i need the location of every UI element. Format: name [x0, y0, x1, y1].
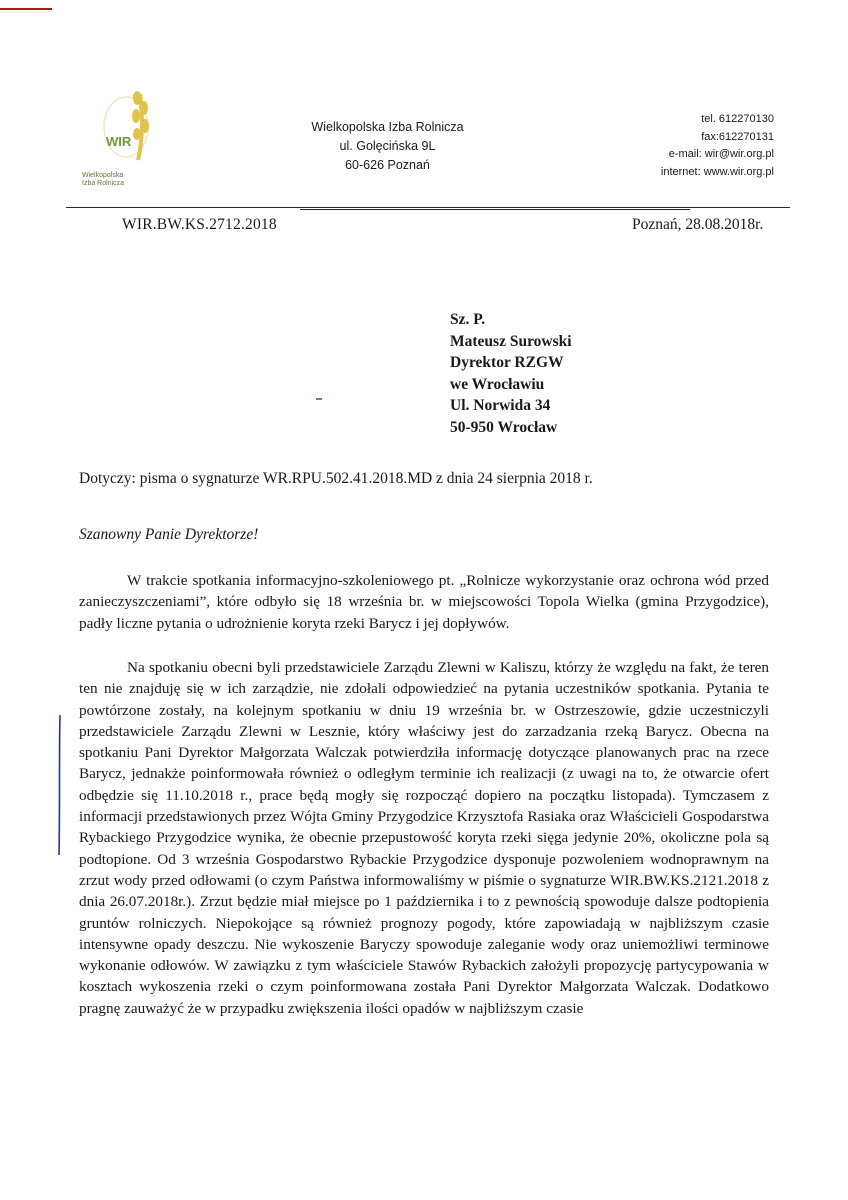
body-paragraph-2: Na spotkaniu obecni byli przedstawiciele Zarządu Zlewni w Kaliszu, którzy że względu na fakt, że teren ten nie znajduję się w ich zarządzie, nie zdołali odpowiedzieć na pytania uczestników spotkania. Pytania te powtórzone zostały, na kolejnym spotkaniu w dniu 19 września br. w Ostrzeszowie, gdzie uczestniczyli przedstawiciele Zarządu Zlewni w Lesznie, który właściwy jest do zarzadzania rzeką Barycz. Obecna na spotkaniu Pani Dyrektor Małgorzata Walczak potwierdziła informację dotyczące planowanych prac na rzece Barycz, jednakże poinformowała również o odległym terminie ich realizacji (z uwagi na to, że otwarcie ofert odbędzie się 11.10.2018 r., prace będą mogły się rozpocząć dopiero na początku listopada). Tymczasem z informacji przedstawionych przez Wójta Gminy Przygodzice Krzysztofa Rasiaka oraz Właścicieli Gospodarstwa Rybackiego Przygodzice wynika, że obecnie przepustowość koryta rzeki sięga jedynie 20%, okoliczne pola są podtopione. Od 3 września Gospodarstwo Rybackie Przygodzice dysponuje pozwoleniem wodnoprawnym na zrzut wody przed odłowami (o czym Państwa informowaliśmy w piśmie o sygnaturze WIR.BW.KS.2121.2018 z dnia 26.07.2018r.). Zrzut będzie miał miejsce po 1 października i to z pewnością spowoduje dalsze podtopienia gruntów rolniczych. Niepokojące są również prognozy pogody, które zapowiadają w najbliższym czasie intensywne opady deszczu. Nie wykoszenie Baryczy spowoduje zaleganie wody oraz uniemożliwi terminowe wykonanie odłowów. W zawiązku z tym właściciele Stawów Rybackich założyli propozycję partycypowania w kosztach wykoszenia rzeki o czym poinformowana została Pani Dyrektor Małgorzata Walczak. Dodatkowo pragnę zauważyć że w przypadku zwiększenia ilości opadów w najbliższym czasie: [79, 659, 769, 1017]
recipient-line-3: Dyrektor RZGW: [450, 354, 564, 371]
organization-address: [280, 118, 495, 175]
salutation: Szanowny Panie Dyrektorze!: [79, 526, 259, 543]
recipient-line-5: Ul. Norwida 34: [450, 397, 551, 414]
contact-block: [600, 111, 774, 181]
red-corner-mark: [0, 8, 52, 10]
subject-line: Dotyczy: pisma o sygnaturze WR.RPU.502.41.2018.MD z dnia 24 sierpnia 2018 r.: [79, 470, 593, 487]
logo-caption: [82, 172, 162, 188]
organization-name: Wielkopolska Izba Rolnicza: [311, 120, 464, 134]
logo-wordmark: WIR: [106, 134, 132, 149]
contact-email: e-mail: wir@wir.org.pl: [668, 148, 774, 160]
document-date: Poznań, 28.08.2018r.: [632, 216, 764, 233]
contact-phone: tel. 612270130: [701, 113, 774, 125]
organization-city: 60-626 Poznań: [345, 158, 430, 172]
document-signature: WIR.BW.KS.2712.2018: [122, 216, 277, 233]
header-divider: [66, 207, 790, 208]
contact-fax: fax:612270131: [701, 130, 774, 143]
recipient-line-4: we Wrocławiu: [450, 375, 545, 393]
header-divider-accent: [300, 209, 690, 210]
stray-pen-mark: [316, 398, 322, 400]
organization-street: ul. Golęcińska 9L: [339, 139, 436, 153]
recipient-address: [450, 309, 572, 438]
recipient-line-1: Sz. P.: [450, 311, 486, 328]
logo-caption-line1: Wielkopolska: [82, 172, 124, 179]
body-paragraph-1: W trakcie spotkania informacyjno-szkoleniowego pt. „Rolnicze wykorzystanie oraz ochrona wód przed zanieczyszczeniami”, które odbyło się 18 września br. w miejscowości Topola Wielka (gmina Przygodzice), padły liczne pytania o udrożnienie koryta rzeki Barycz i jej dopływów.: [79, 572, 769, 632]
contact-internet: internet: www.wir.org.pl: [660, 165, 774, 178]
handwritten-margin-line: [58, 715, 61, 855]
recipient-line-2: Mateusz Surowski: [450, 332, 572, 350]
recipient-line-6: 50-950 Wrocław: [450, 418, 558, 436]
logo-caption-line2: Izba Rolnicza: [82, 180, 125, 187]
